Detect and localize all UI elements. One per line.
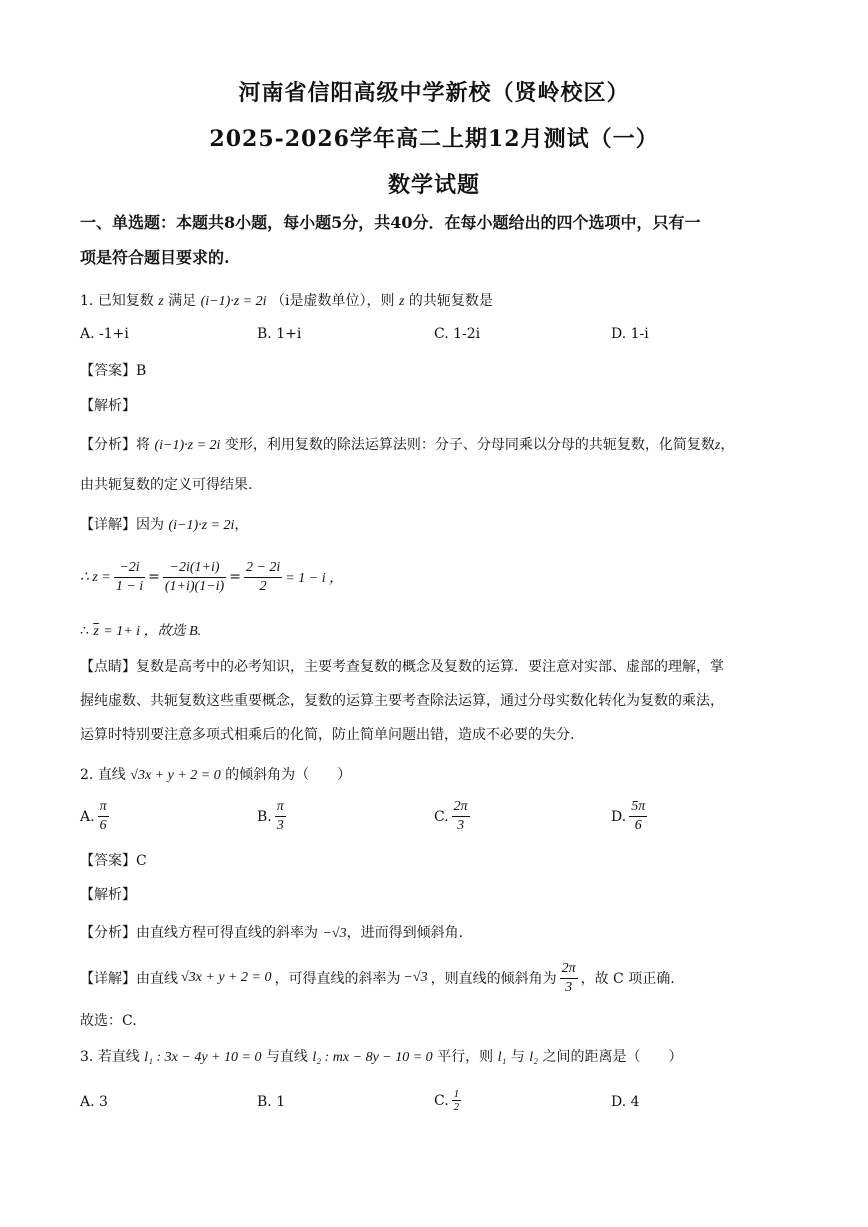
q3-option-b: B. 1 [257,1094,286,1110]
q2-fenxi: 【分析】由直线方程可得直线的斜率为 −√3，进而得到倾斜角. [80,925,464,941]
q2-option-d: D. $\frac{5\pi}{6}$ [611,799,646,833]
q3-option-a: A. 3 [80,1094,108,1110]
fraction-2: $\frac{-2i(1+i)}{(1+i)(1-i)}$ [164,559,225,594]
q1-option-a: A. -1+i [80,326,129,342]
q1-xiangjie: 【详解】因为 (i−1)·z = 2i， [80,517,249,533]
q1-fenxi: 【分析】将 (i−1)·z = 2i 变形，利用复数的除法运算法则：分子、分母同乘以分母的共轭复数，化简复数z， [80,437,735,453]
section-heading-line2: 项是符合题目要求的. [80,248,230,267]
q3-stem: 3. 若直线 l₁ : 3x − 4y + 10 = 0 与直线 l₂ : mx − 8y − 10 = 0 平行，则 l₁ 与 l₂ 之间的距离是（ ） [80,1049,683,1065]
q3-option-d: D. 4 [611,1094,640,1110]
q2-xiangjie: 【详解】 由直线 √3x + y + 2 = 0 ，可得直线的斜率为 −√3 ，则直线的倾斜角为 $\frac{2\pi}{3}$ ，故 C 项正确. [80,960,675,995]
fraction-1: $\frac{-2i}{1 - i}$ [115,559,144,594]
q2-stem: 2. 直线 √3x + y + 2 = 0 的倾斜角为（ ） [80,767,352,783]
q2-option-a: A. $\frac{\pi}{6}$ [80,799,107,833]
q1-conjugate-result: ∴ $\overline{z} = 1+ i$ ，故选 B. [80,623,202,639]
q1-stem: 1. 已知复数 z 满足 (i−1)·z = 2i （i是虚数单位），则 z 的共轭复数是 [80,293,493,309]
q1-option-d: D. 1-i [611,326,649,342]
q1-calculation: ∴ z = $\frac{-2i}{1 - i}$ = $\frac{-2i(1+i)}{(1+i)(1-i)}$ = $\frac{2 - 2i}{2}$ = 1 − i ， [80,559,344,594]
q1-option-b: B. 1+i [257,326,302,342]
fraction-3: $\frac{2 - 2i}{2}$ [245,559,281,594]
q1-dianjing-line1: 【点睛】复数是高考中的必考知识，主要考查复数的概念及复数的运算．要注意对实部、虚部的理解，掌 [80,659,724,675]
q2-option-b: B. $\frac{\pi}{3}$ [257,799,284,833]
q1-analysis-label: 【解析】 [80,398,136,414]
q2-analysis-label: 【解析】 [80,887,136,903]
q1-dianjing-line3: 运算时特别要注意多项式相乘后的化简，防止简单问题出错，造成不必要的失分. [80,727,575,743]
q1-answer: 【答案】B [80,363,147,379]
q1-dianjing-line2: 握纯虚数、共轭复数这些重要概念，复数的运算主要考查除法运算，通过分母实数化转化为复数的乘法， [80,693,724,709]
q1-fenxi-line2: 由共轭复数的定义可得结果. [80,477,253,493]
q1-stem-equation: (i−1)·z = 2i [200,294,267,309]
subject-title: 数学试题 [387,172,480,198]
q2-conclusion: 故选：C. [80,1013,137,1029]
q2-option-c: C. $\frac{2\pi}{3}$ [434,799,468,833]
q2-answer: 【答案】C [80,853,147,869]
q1-option-c: C. 1-2i [434,326,481,342]
section-heading-line1: 一、单选题：本题共8小题，每小题5分，共40分．在每小题给出的四个选项中，只有一 [80,213,701,232]
term-title: 2025-2026学年高二上期12月测试（一） [209,126,659,152]
q3-option-c: C. $\frac{1}{2}$ [434,1088,460,1113]
school-title: 河南省信阳高级中学新校（贤岭校区） [238,80,630,106]
